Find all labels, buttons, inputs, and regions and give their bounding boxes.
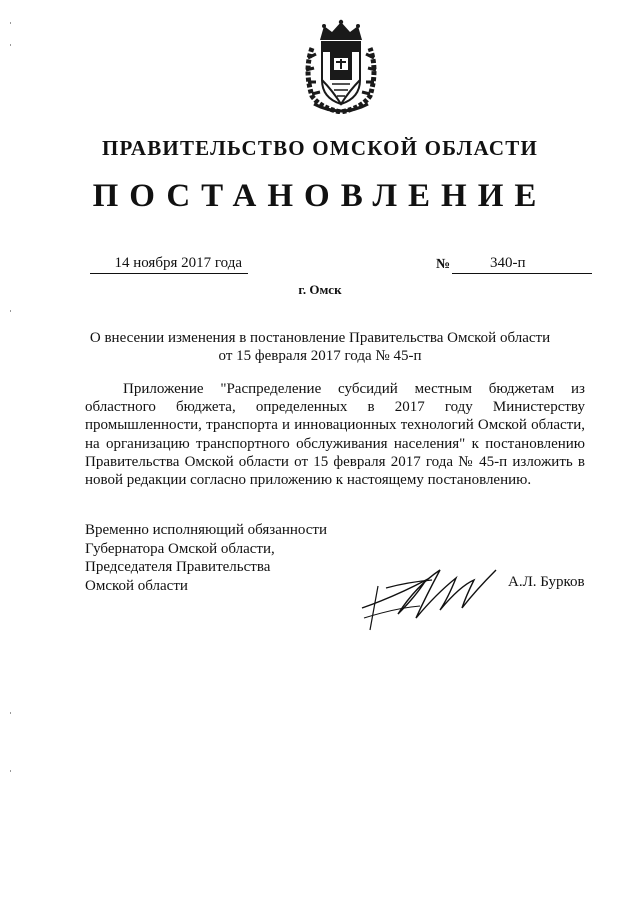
position-line-3: Председателя Правительства — [85, 559, 271, 575]
scan-speck — [10, 44, 11, 46]
coat-of-arms-icon — [302, 18, 380, 114]
organization-title: ПРАВИТЕЛЬСТВО ОМСКОЙ ОБЛАСТИ — [101, 136, 538, 160]
position-line-1: Временно исполняющий обязанности — [85, 522, 328, 538]
signatory-position — [85, 521, 385, 595]
document-number: 340-п — [452, 253, 592, 274]
scan-speck — [10, 770, 11, 772]
subject-line-1: О внесении изменения в постановление Правительства Омской области — [89, 330, 551, 346]
signatory-name: А.Л. Бурков — [508, 574, 585, 590]
scan-speck — [10, 22, 11, 24]
scan-speck — [10, 712, 11, 714]
position-line-4: Омской области — [85, 577, 188, 594]
position-line-2: Губернатора Омской области, — [85, 540, 275, 557]
handwritten-signature — [356, 556, 506, 634]
number-sign: № — [436, 257, 451, 272]
document-date: 14 ноября 2017 года — [90, 253, 248, 274]
body-text — [85, 380, 585, 489]
body-paragraph: Приложение "Распределение субсидий местным бюджетам из областного бюджета, определенных в 2017 году Министерству промышленности, транспорта и инновационных технологий Омской области, на организацию транспортного обслуживания населения" к постановлению Правительства Омской области от 15 февраля 2017 года № 45-п изложить в новой редакции согласно приложению к настоящему постановлению. — [85, 381, 585, 489]
city-label: г. Омск — [298, 282, 342, 297]
subject-line-2: от 15 февраля 2017 года № 45-п — [218, 348, 422, 364]
scan-speck — [10, 310, 11, 312]
document-type-title: ПОСТАНОВЛЕНИЕ — [92, 178, 548, 214]
